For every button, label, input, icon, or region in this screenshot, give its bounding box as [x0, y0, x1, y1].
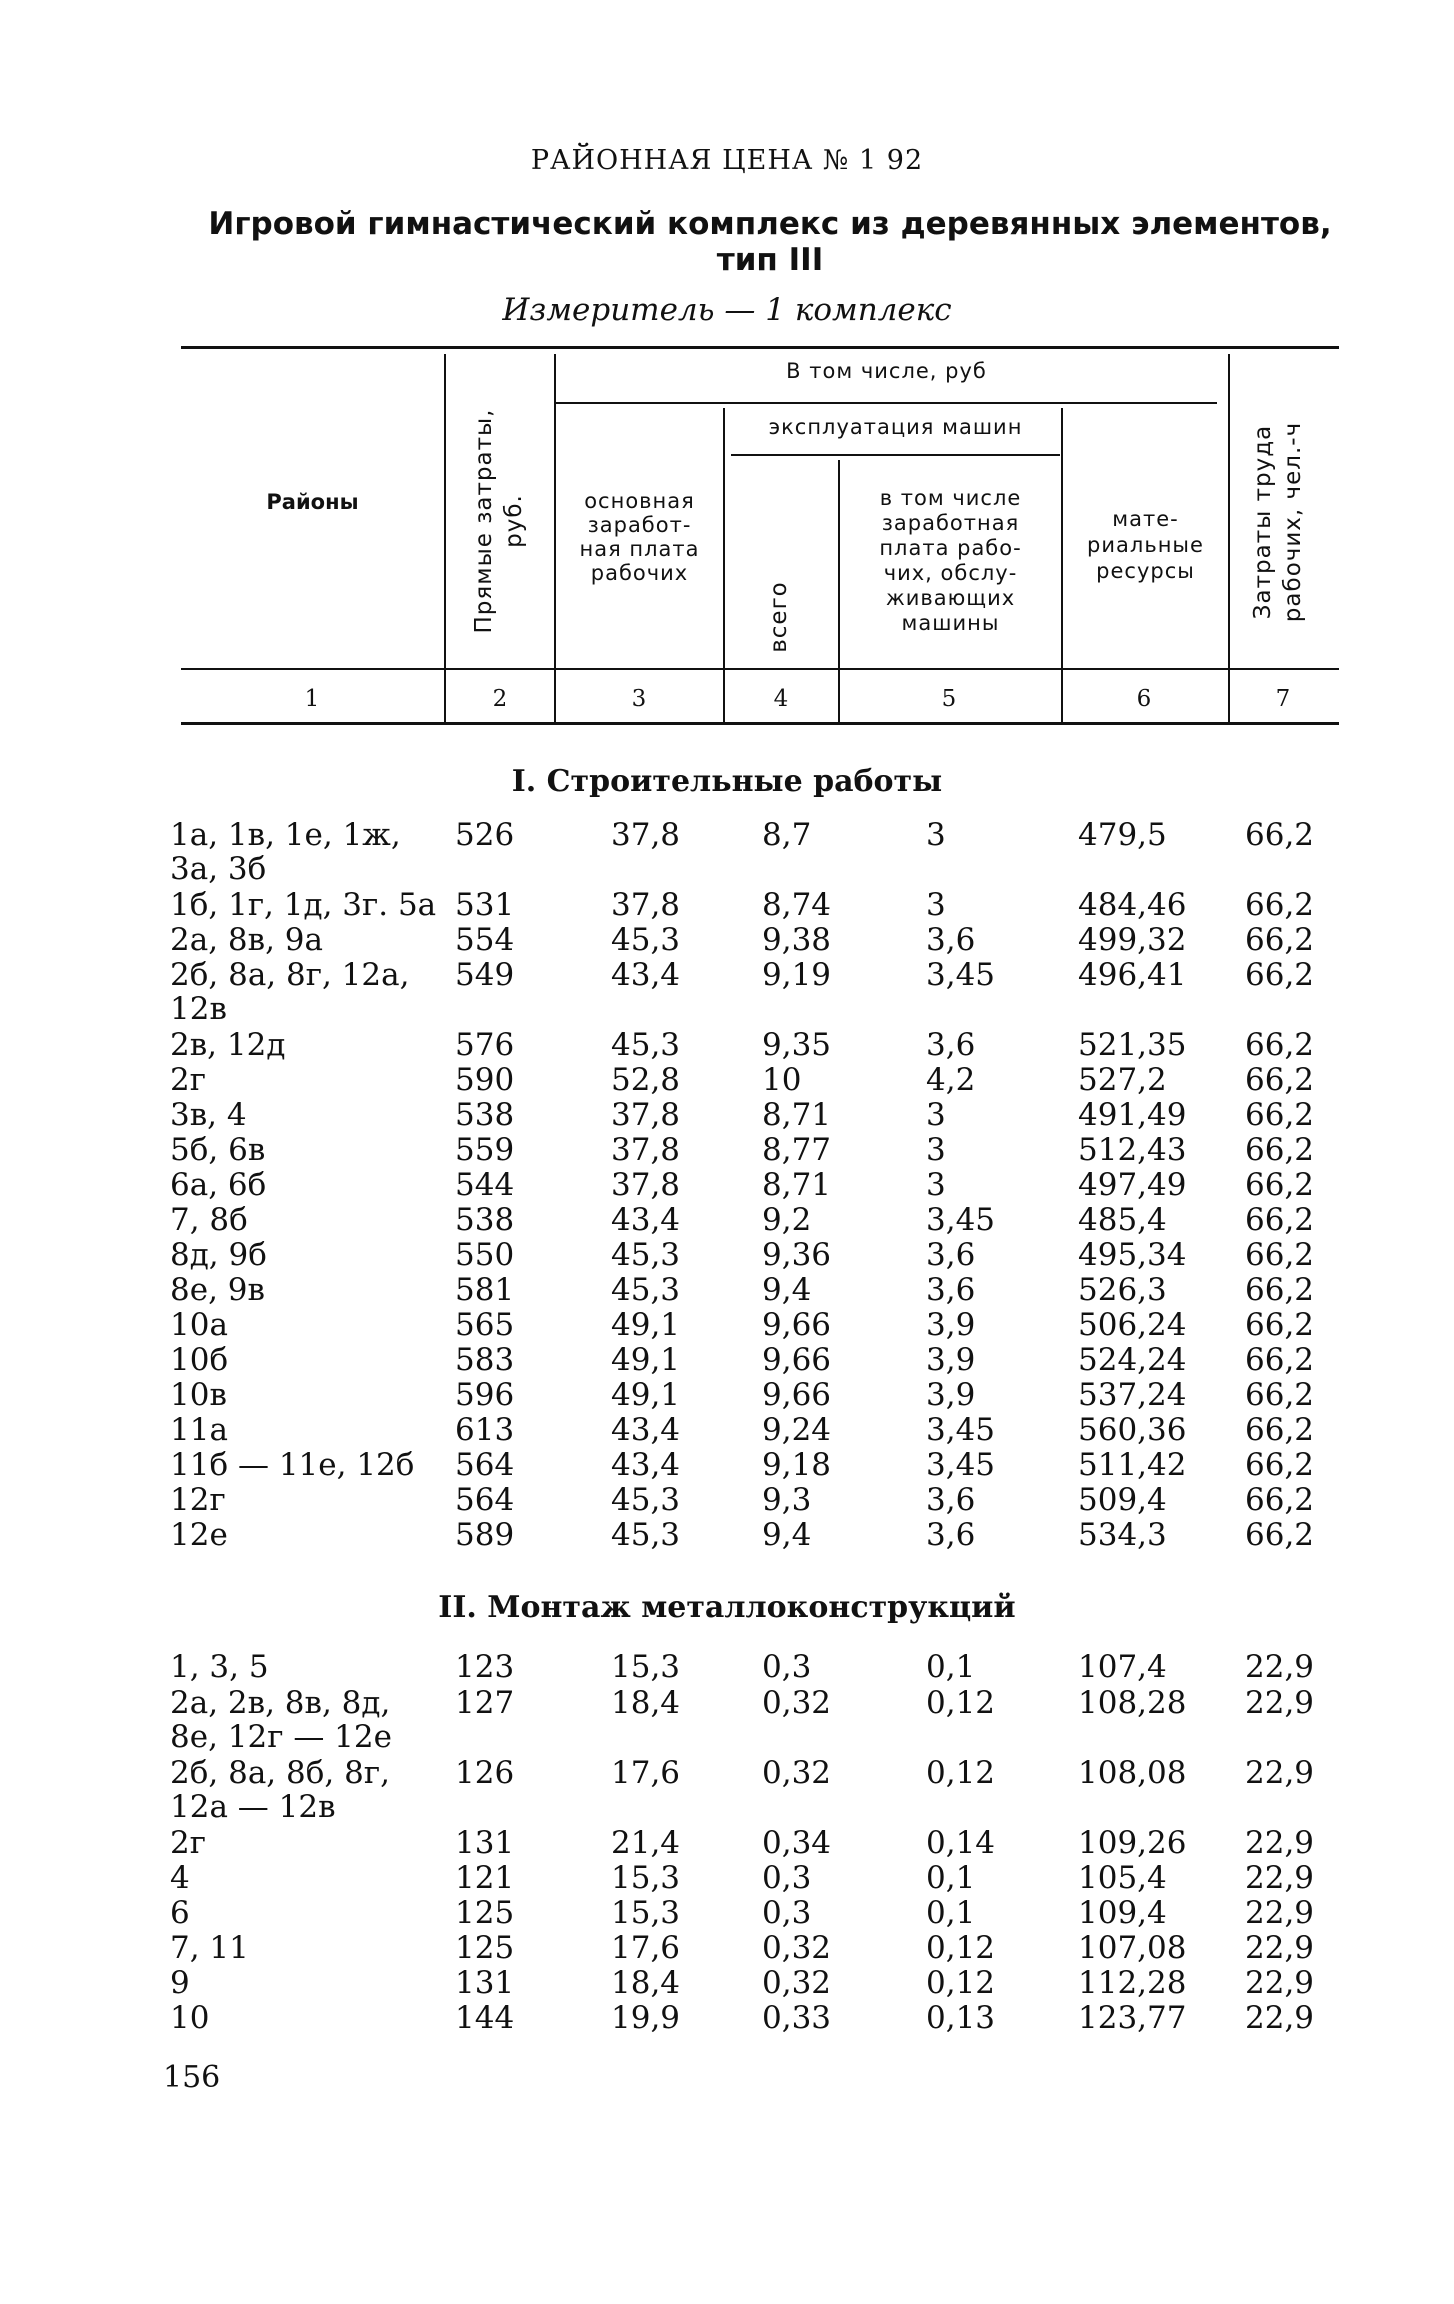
table-row [0, 1861, 1454, 1895]
base-salary-cell: 37,8 [611, 1167, 681, 1203]
base-salary-cell: 43,4 [611, 1412, 681, 1448]
region-cell: 7, 11 [170, 1930, 249, 1966]
col-number-5: 5 [941, 686, 957, 712]
materials-cell: 527,2 [1078, 1062, 1167, 1098]
region-cell-continuation: 8е, 12г — 12е [170, 1719, 392, 1755]
header-machines-total: всего [766, 581, 792, 653]
materials-cell: 506,24 [1078, 1307, 1187, 1343]
labor-cell: 66,2 [1245, 1377, 1315, 1413]
machine-wages-cell: 3 [926, 817, 946, 853]
base-salary-cell: 45,3 [611, 1027, 681, 1063]
labor-cell: 66,2 [1245, 1447, 1315, 1483]
direct-costs-cell: 131 [455, 1825, 515, 1861]
materials-cell: 108,08 [1078, 1755, 1187, 1791]
machine-wages-cell: 0,12 [926, 1930, 996, 1966]
region-cell: 2б, 8а, 8г, 12а, [170, 957, 410, 993]
labor-cell: 22,9 [1245, 1965, 1315, 2001]
region-cell: 11б — 11е, 12б [170, 1447, 415, 1483]
header-machines-group: эксплуатация машин [768, 415, 1023, 439]
table-row [0, 1308, 1454, 1342]
direct-costs-cell: 564 [455, 1482, 515, 1518]
machines-total-cell: 9,18 [762, 1447, 832, 1483]
base-salary-cell: 45,3 [611, 1237, 681, 1273]
title-line-1: Игровой гимнастический комплекс из деревянных элементов, [208, 206, 1332, 242]
machines-total-cell: 9,4 [762, 1272, 812, 1308]
labor-cell: 66,2 [1245, 1307, 1315, 1343]
region-cell: 2б, 8а, 8б, 8г, [170, 1755, 390, 1791]
machine-wages-cell: 0,1 [926, 1860, 976, 1896]
region-cell-continuation: 12в [170, 991, 227, 1027]
machine-wages-cell: 0,1 [926, 1895, 976, 1931]
direct-costs-cell: 531 [455, 887, 515, 923]
machine-wages-cell: 3,45 [926, 957, 996, 993]
region-cell: 2г [170, 1825, 206, 1861]
region-cell: 10в [170, 1377, 227, 1413]
machines-total-cell: 0,3 [762, 1860, 812, 1896]
col-number-2: 2 [492, 686, 508, 712]
machine-wages-cell: 3,45 [926, 1412, 996, 1448]
materials-cell: 107,4 [1078, 1649, 1167, 1685]
machines-total-cell: 9,66 [762, 1342, 832, 1378]
region-cell: 1б, 1г, 1д, 3г. 5а [170, 887, 437, 923]
price-header: РАЙОННАЯ ЦЕНА № 1 92 [530, 145, 924, 176]
direct-costs-cell: 127 [455, 1685, 515, 1721]
base-salary-cell: 43,4 [611, 1202, 681, 1238]
direct-costs-cell: 144 [455, 2000, 515, 2036]
machines-total-cell: 9,35 [762, 1027, 832, 1063]
direct-costs-cell: 125 [455, 1930, 515, 1966]
materials-cell: 560,36 [1078, 1412, 1187, 1448]
machine-wages-cell: 3,6 [926, 1272, 976, 1308]
base-salary-cell: 49,1 [611, 1377, 681, 1413]
header-materials: мате- риальные ресурсы [1087, 507, 1204, 583]
base-salary-cell: 37,8 [611, 887, 681, 923]
machines-total-cell: 8,71 [762, 1097, 832, 1133]
region-cell: 8е, 9в [170, 1272, 265, 1308]
labor-cell: 66,2 [1245, 1342, 1315, 1378]
divider-3 [723, 408, 725, 722]
region-cell: 1, 3, 5 [170, 1649, 269, 1685]
base-salary-cell: 37,8 [611, 1097, 681, 1133]
header-base-salary: основная заработ- ная плата рабочих [579, 489, 700, 585]
table-row [0, 1448, 1454, 1482]
machine-wages-cell: 3,45 [926, 1202, 996, 1238]
document-title [200, 206, 1340, 278]
region-cell: 4 [170, 1860, 190, 1896]
machine-wages-cell: 3,9 [926, 1307, 976, 1343]
region-cell: 11а [170, 1412, 228, 1448]
table-row [0, 1028, 1454, 1062]
materials-cell: 484,46 [1078, 887, 1187, 923]
machine-wages-cell: 0,13 [926, 2000, 996, 2036]
region-cell-continuation: 12а — 12в [170, 1789, 336, 1825]
base-salary-cell: 52,8 [611, 1062, 681, 1098]
table-row [0, 1896, 1454, 1930]
labor-cell: 66,2 [1245, 1202, 1315, 1238]
machine-wages-cell: 3,6 [926, 1027, 976, 1063]
region-cell: 10 [170, 2000, 210, 2036]
section-title-metal-assembly: II. Монтаж металлоконструкций [438, 1590, 1016, 1625]
machines-total-cell: 9,66 [762, 1307, 832, 1343]
direct-costs-cell: 589 [455, 1517, 515, 1553]
measurement-unit: Измеритель — 1 комплекс [502, 292, 952, 328]
labor-cell: 66,2 [1245, 1062, 1315, 1098]
table-row [0, 923, 1454, 957]
machines-total-cell: 0,32 [762, 1685, 832, 1721]
direct-costs-cell: 576 [455, 1027, 515, 1063]
machines-total-cell: 0,32 [762, 1965, 832, 2001]
table-row [0, 1168, 1454, 1202]
materials-cell: 524,24 [1078, 1342, 1187, 1378]
labor-cell: 66,2 [1245, 1517, 1315, 1553]
materials-cell: 509,4 [1078, 1482, 1167, 1518]
base-salary-cell: 45,3 [611, 922, 681, 958]
machine-wages-cell: 3 [926, 1167, 946, 1203]
header-machine-wages: в том числе заработная плата рабо- чих, обслу- живающих машины [879, 486, 1022, 635]
materials-cell: 107,08 [1078, 1930, 1187, 1966]
machines-total-cell: 0,34 [762, 1825, 832, 1861]
materials-cell: 495,34 [1078, 1237, 1187, 1273]
table-row [0, 1518, 1454, 1552]
machines-total-cell: 0,32 [762, 1930, 832, 1966]
table-row [0, 1378, 1454, 1412]
direct-costs-cell: 559 [455, 1132, 515, 1168]
labor-cell: 22,9 [1245, 2000, 1315, 2036]
labor-cell: 66,2 [1245, 1237, 1315, 1273]
machines-total-cell: 9,24 [762, 1412, 832, 1448]
labor-cell: 22,9 [1245, 1895, 1315, 1931]
labor-cell: 22,9 [1245, 1685, 1315, 1721]
machine-wages-cell: 0,12 [926, 1965, 996, 2001]
page-number: 156 [163, 2060, 221, 2095]
base-salary-cell: 15,3 [611, 1895, 681, 1931]
region-cell: 10б [170, 1342, 229, 1378]
labor-cell: 66,2 [1245, 817, 1315, 853]
base-salary-cell: 43,4 [611, 957, 681, 993]
base-salary-cell: 43,4 [611, 1447, 681, 1483]
col-number-6: 6 [1136, 686, 1152, 712]
machines-total-cell: 8,74 [762, 887, 832, 923]
machine-wages-cell: 3,9 [926, 1377, 976, 1413]
materials-cell: 485,4 [1078, 1202, 1167, 1238]
machines-total-cell: 0,3 [762, 1649, 812, 1685]
region-cell: 2г [170, 1062, 206, 1098]
machine-wages-cell: 0,14 [926, 1825, 996, 1861]
labor-cell: 66,2 [1245, 1027, 1315, 1063]
col-number-3: 3 [631, 686, 647, 712]
direct-costs-cell: 526 [455, 817, 515, 853]
labor-cell: 66,2 [1245, 1412, 1315, 1448]
machines-total-cell: 10 [762, 1062, 802, 1098]
table-row [0, 817, 1454, 887]
table-row [0, 1273, 1454, 1307]
base-salary-cell: 45,3 [611, 1272, 681, 1308]
region-cell: 7, 8б [170, 1202, 248, 1238]
region-cell: 6а, 6б [170, 1167, 267, 1203]
table-row [0, 1413, 1454, 1447]
machines-total-cell: 8,7 [762, 817, 812, 853]
machines-total-cell: 9,66 [762, 1377, 832, 1413]
direct-costs-cell: 544 [455, 1167, 515, 1203]
base-salary-cell: 15,3 [611, 1649, 681, 1685]
direct-costs-cell: 550 [455, 1237, 515, 1273]
machines-total-cell: 9,2 [762, 1202, 812, 1238]
region-cell-continuation: 3а, 3б [170, 851, 267, 887]
labor-cell: 66,2 [1245, 957, 1315, 993]
machines-total-cell: 9,36 [762, 1237, 832, 1273]
region-cell: 3в, 4 [170, 1097, 247, 1133]
materials-cell: 499,32 [1078, 922, 1187, 958]
base-salary-cell: 37,8 [611, 1132, 681, 1168]
base-salary-cell: 45,3 [611, 1482, 681, 1518]
header-direct-costs: Прямые затраты, руб. [471, 408, 527, 634]
divider-6 [1228, 354, 1230, 722]
labor-cell: 22,9 [1245, 1649, 1315, 1685]
machine-wages-cell: 3 [926, 1097, 946, 1133]
region-cell: 5б, 6в [170, 1132, 266, 1168]
direct-costs-cell: 590 [455, 1062, 515, 1098]
table-row [0, 957, 1454, 1027]
labor-cell: 66,2 [1245, 887, 1315, 923]
labor-cell: 66,2 [1245, 922, 1315, 958]
table-row [0, 2001, 1454, 2035]
base-salary-cell: 18,4 [611, 1685, 681, 1721]
machine-wages-cell: 3,9 [926, 1342, 976, 1378]
machines-group-rule [731, 454, 1060, 456]
table-row [0, 888, 1454, 922]
materials-cell: 112,28 [1078, 1965, 1187, 2001]
machines-total-cell: 9,4 [762, 1517, 812, 1553]
region-cell: 2а, 8в, 9а [170, 922, 324, 958]
table-row [0, 1650, 1454, 1684]
header-regions: Районы [266, 490, 359, 514]
region-cell: 2а, 2в, 8в, 8д, [170, 1685, 391, 1721]
col-number-4: 4 [773, 686, 789, 712]
table-row [0, 1826, 1454, 1860]
table-row [0, 1063, 1454, 1097]
machine-wages-cell: 3,45 [926, 1447, 996, 1483]
materials-cell: 108,28 [1078, 1685, 1187, 1721]
base-salary-cell: 17,6 [611, 1930, 681, 1966]
labor-cell: 66,2 [1245, 1097, 1315, 1133]
materials-cell: 511,42 [1078, 1447, 1187, 1483]
region-cell: 8д, 9б [170, 1237, 267, 1273]
materials-cell: 109,4 [1078, 1895, 1167, 1931]
header-including-group: В том числе, руб [786, 359, 987, 383]
direct-costs-cell: 613 [455, 1412, 515, 1448]
machine-wages-cell: 3,6 [926, 1237, 976, 1273]
title-line-2: тип III [716, 242, 824, 278]
direct-costs-cell: 538 [455, 1097, 515, 1133]
base-salary-cell: 45,3 [611, 1517, 681, 1553]
direct-costs-cell: 564 [455, 1447, 515, 1483]
table-row [0, 1755, 1454, 1825]
materials-cell: 109,26 [1078, 1825, 1187, 1861]
machine-wages-cell: 0,1 [926, 1649, 976, 1685]
base-salary-cell: 19,9 [611, 2000, 681, 2036]
machines-total-cell: 9,38 [762, 922, 832, 958]
materials-cell: 496,41 [1078, 957, 1187, 993]
machines-total-cell: 0,3 [762, 1895, 812, 1931]
direct-costs-cell: 583 [455, 1342, 515, 1378]
direct-costs-cell: 596 [455, 1377, 515, 1413]
table-row [0, 1685, 1454, 1755]
machine-wages-cell: 3,6 [926, 1517, 976, 1553]
header-top-rule [181, 346, 1339, 349]
materials-cell: 521,35 [1078, 1027, 1187, 1063]
direct-costs-cell: 126 [455, 1755, 515, 1791]
materials-cell: 526,3 [1078, 1272, 1167, 1308]
table-row [0, 1966, 1454, 2000]
labor-cell: 22,9 [1245, 1755, 1315, 1791]
numbers-bottom-rule [181, 722, 1339, 725]
direct-costs-cell: 131 [455, 1965, 515, 2001]
region-cell: 12г [170, 1482, 226, 1518]
region-cell: 12е [170, 1517, 228, 1553]
table-header [181, 346, 1339, 726]
machine-wages-cell: 0,12 [926, 1755, 996, 1791]
machine-wages-cell: 3 [926, 887, 946, 923]
table-row [0, 1483, 1454, 1517]
machines-total-cell: 0,32 [762, 1755, 832, 1791]
direct-costs-cell: 538 [455, 1202, 515, 1238]
labor-cell: 66,2 [1245, 1167, 1315, 1203]
direct-costs-cell: 549 [455, 957, 515, 993]
col-number-7: 7 [1275, 686, 1291, 712]
machine-wages-cell: 3,6 [926, 922, 976, 958]
machine-wages-cell: 4,2 [926, 1062, 976, 1098]
direct-costs-cell: 581 [455, 1272, 515, 1308]
machines-total-cell: 9,3 [762, 1482, 812, 1518]
direct-costs-cell: 121 [455, 1860, 515, 1896]
machine-wages-cell: 0,12 [926, 1685, 996, 1721]
table-row [0, 1931, 1454, 1965]
labor-cell: 66,2 [1245, 1482, 1315, 1518]
materials-cell: 123,77 [1078, 2000, 1187, 2036]
labor-cell: 22,9 [1245, 1825, 1315, 1861]
direct-costs-cell: 554 [455, 922, 515, 958]
machines-total-cell: 0,33 [762, 2000, 832, 2036]
table-row [0, 1098, 1454, 1132]
table-row [0, 1343, 1454, 1377]
region-cell: 9 [170, 1965, 190, 2001]
base-salary-cell: 17,6 [611, 1755, 681, 1791]
divider-1 [444, 354, 446, 722]
col-number-1: 1 [304, 686, 320, 712]
materials-cell: 534,3 [1078, 1517, 1167, 1553]
base-salary-cell: 49,1 [611, 1307, 681, 1343]
base-salary-cell: 21,4 [611, 1825, 681, 1861]
direct-costs-cell: 125 [455, 1895, 515, 1931]
base-salary-cell: 49,1 [611, 1342, 681, 1378]
region-cell: 1а, 1в, 1е, 1ж, [170, 817, 401, 853]
machine-wages-cell: 3 [926, 1132, 946, 1168]
materials-cell: 512,43 [1078, 1132, 1187, 1168]
header-bottom-rule [181, 668, 1339, 670]
including-group-rule [556, 402, 1217, 404]
labor-cell: 22,9 [1245, 1930, 1315, 1966]
base-salary-cell: 18,4 [611, 1965, 681, 2001]
base-salary-cell: 15,3 [611, 1860, 681, 1896]
machines-total-cell: 8,71 [762, 1167, 832, 1203]
table-row [0, 1203, 1454, 1237]
base-salary-cell: 37,8 [611, 817, 681, 853]
table-row [0, 1238, 1454, 1272]
direct-costs-cell: 565 [455, 1307, 515, 1343]
header-labor-costs: Затраты труда рабочих, чел.-ч [1250, 421, 1306, 623]
region-cell: 2в, 12д [170, 1027, 286, 1063]
direct-costs-cell: 123 [455, 1649, 515, 1685]
materials-cell: 479,5 [1078, 817, 1167, 853]
region-cell: 6 [170, 1895, 190, 1931]
materials-cell: 105,4 [1078, 1860, 1167, 1896]
section-title-construction: I. Строительные работы [511, 764, 943, 799]
labor-cell: 66,2 [1245, 1272, 1315, 1308]
region-cell: 10а [170, 1307, 228, 1343]
machines-total-cell: 9,19 [762, 957, 832, 993]
materials-cell: 537,24 [1078, 1377, 1187, 1413]
labor-cell: 66,2 [1245, 1132, 1315, 1168]
materials-cell: 491,49 [1078, 1097, 1187, 1133]
machines-total-cell: 8,77 [762, 1132, 832, 1168]
machine-wages-cell: 3,6 [926, 1482, 976, 1518]
table-row [0, 1133, 1454, 1167]
materials-cell: 497,49 [1078, 1167, 1187, 1203]
labor-cell: 22,9 [1245, 1860, 1315, 1896]
